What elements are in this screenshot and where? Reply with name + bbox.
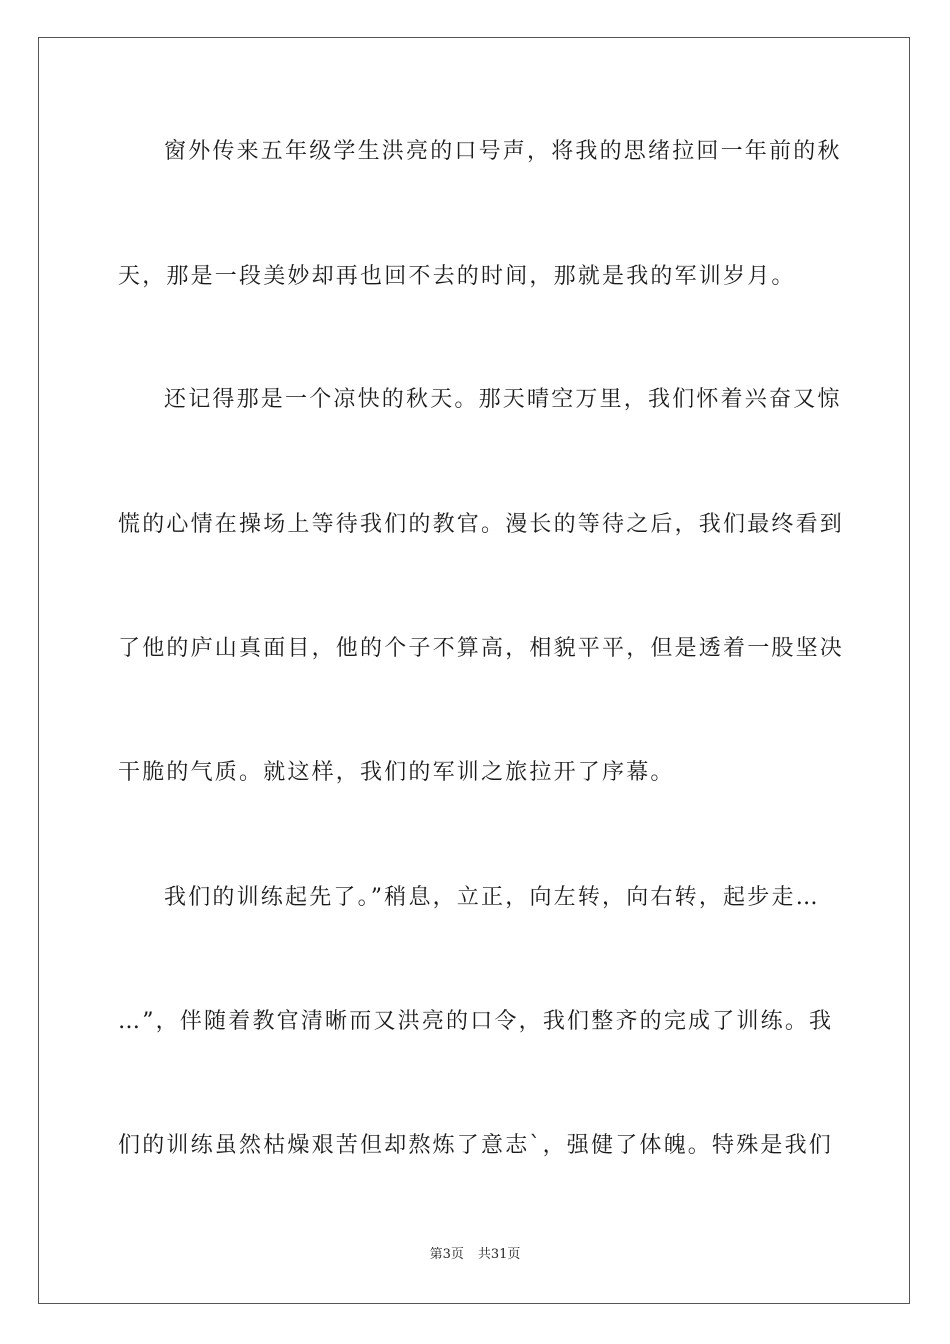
paragraph-line: 干脆的气质。就这样，我们的军训之旅拉开了序幕。 [118,760,675,785]
paragraph-line: 慌的心情在操场上等待我们的教官。漫长的等待之后，我们最终看到 [118,512,845,537]
page-border [38,37,910,1304]
total-pages: 共31页 [477,1247,521,1262]
paragraph-line: 我们的训练起先了。”稍息，立正，向左转，向右转，起步走… [164,885,820,910]
paragraph-line: 了他的庐山真面目，他的个子不算高，相貌平平，但是透着一股坚决 [118,636,845,661]
paragraph-line: 们的训练虽然枯燥艰苦但却熬炼了意志`，强健了体魄。特殊是我们 [118,1133,834,1158]
paragraph-line: 还记得那是一个凉快的秋天。那天晴空万里，我们怀着兴奋又惊 [164,387,842,412]
paragraph-line: 窗外传来五年级学生洪亮的口号声，将我的思绪拉回一年前的秋 [164,139,842,164]
paragraph-line: …”，伴随着教官清晰而又洪亮的口令，我们整齐的完成了训练。我 [118,1009,834,1034]
page-footer [0,1246,950,1264]
page-number: 第3页 [429,1247,464,1262]
paragraph-line: 天，那是一段美妙却再也回不去的时间，那就是我的军训岁月。 [118,264,796,289]
